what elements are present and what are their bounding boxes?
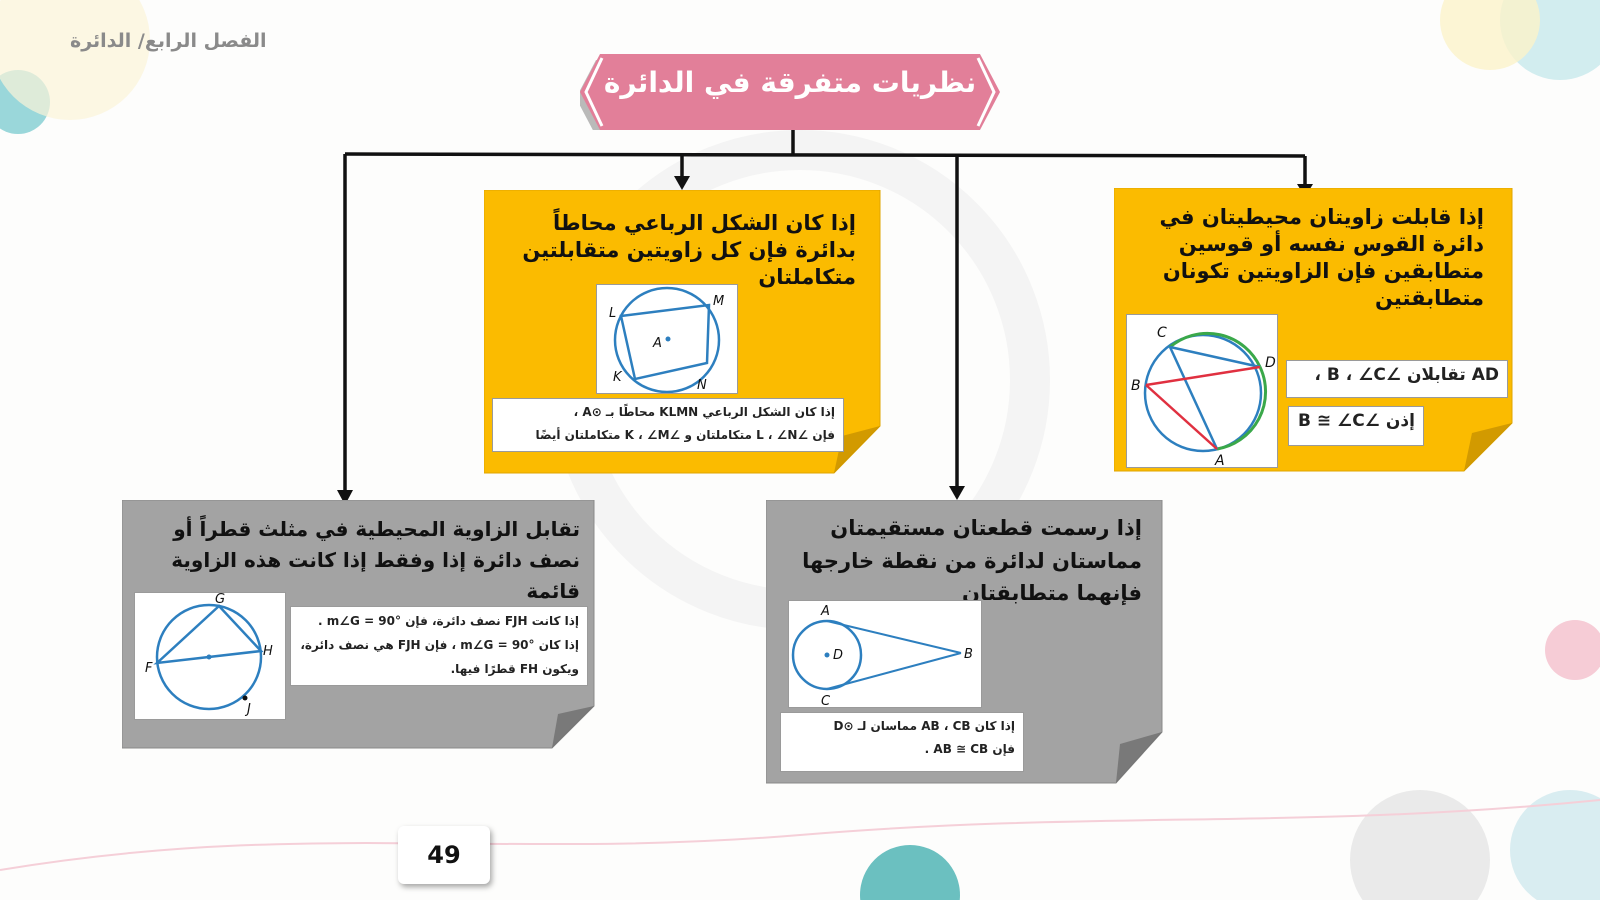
cyclic-quadrilateral-text: إذا كان الشكل الرباعي محاطاً بدائرة فإن كل زاويتين متقابلتين متكاملتان: [522, 211, 856, 289]
inscribed-angles-note-1: AD تقابلان ∠B ، ∠C ،: [1286, 360, 1508, 398]
breadcrumb: الفصل الرابع/ الدائرة: [70, 30, 267, 52]
fig-label-k: K: [613, 370, 622, 385]
tangents-note-line-2: فإن AB ≅ CB .: [924, 741, 1015, 756]
tangents-note: [780, 712, 1024, 772]
semicircle-note: [290, 606, 588, 686]
fig-label-g: G: [215, 592, 226, 607]
fig-label-a: A: [821, 604, 830, 619]
semicircle-figure: [134, 592, 286, 720]
cyclic-quadrilateral-note: [492, 398, 844, 452]
cyclic-note-line-1: إذا كان الشكل الرباعي KLMN محاطًا بـ ⊙A ،: [573, 405, 835, 419]
page-number: 49: [398, 826, 490, 884]
fig-label-n: N: [697, 378, 707, 393]
fig-label-a: A: [1215, 453, 1225, 468]
fig-label-b: B: [964, 647, 973, 662]
tangents-note-line-1: إذا كان AB ، CB مماسان لـ ⊙D: [833, 719, 1015, 733]
fig-label-b: B: [1131, 378, 1141, 394]
fig-label-h: H: [263, 644, 273, 659]
semicircle-note-line-3: ويكون FH قطرًا فيها.: [450, 662, 579, 676]
fig-label-l: L: [609, 306, 617, 321]
fig-label-c: C: [821, 694, 831, 708]
tangents-figure: [788, 600, 982, 708]
cyclic-quadrilateral-figure: [596, 284, 738, 394]
semicircle-note-line-2: إذا كان m∠G = 90° ، فإن FJH هي نصف دائرة،: [300, 638, 579, 652]
fig-label-a: A: [653, 336, 662, 351]
fig-label-d: D: [833, 648, 844, 663]
inscribed-angles-text: إذا قابلت زاويتان محيطيتان في دائرة القوس نفسه أو قوسين متطابقين فإن الزاويتين تكونان متطابقتين: [1159, 205, 1484, 310]
semicircle-right-angle-text: تقابل الزاوية المحيطية في مثلث قطراً أو نصف دائرة إذا وفقط إذا كانت هذه الزاوية قائمة: [171, 517, 580, 603]
fig-label-j: J: [247, 702, 251, 717]
fig-label-m: M: [713, 294, 725, 309]
inscribed-angles-figure: [1126, 314, 1278, 468]
fig-label-d: D: [1265, 355, 1276, 371]
cyclic-note-line-2: فإن ∠L ، ∠N متكاملتان و ∠K ، ∠M متكاملتان أيضًا: [535, 427, 835, 442]
fig-label-c: C: [1157, 325, 1167, 341]
semicircle-note-line-1: إذا كانت FJH نصف دائرة، فإن m∠G = 90° .: [318, 614, 579, 628]
tangents-text: إذا رسمت قطعتان مستقيمتان مماستان لدائرة من نقطة خارجها فإنهما متطابقتان: [802, 516, 1142, 606]
page-title: نظريات متفرقة في الدائرة: [603, 66, 977, 99]
inscribed-angles-note-2: إذن ∠B ≅ ∠C: [1288, 406, 1424, 446]
fig-label-f: F: [145, 661, 153, 676]
